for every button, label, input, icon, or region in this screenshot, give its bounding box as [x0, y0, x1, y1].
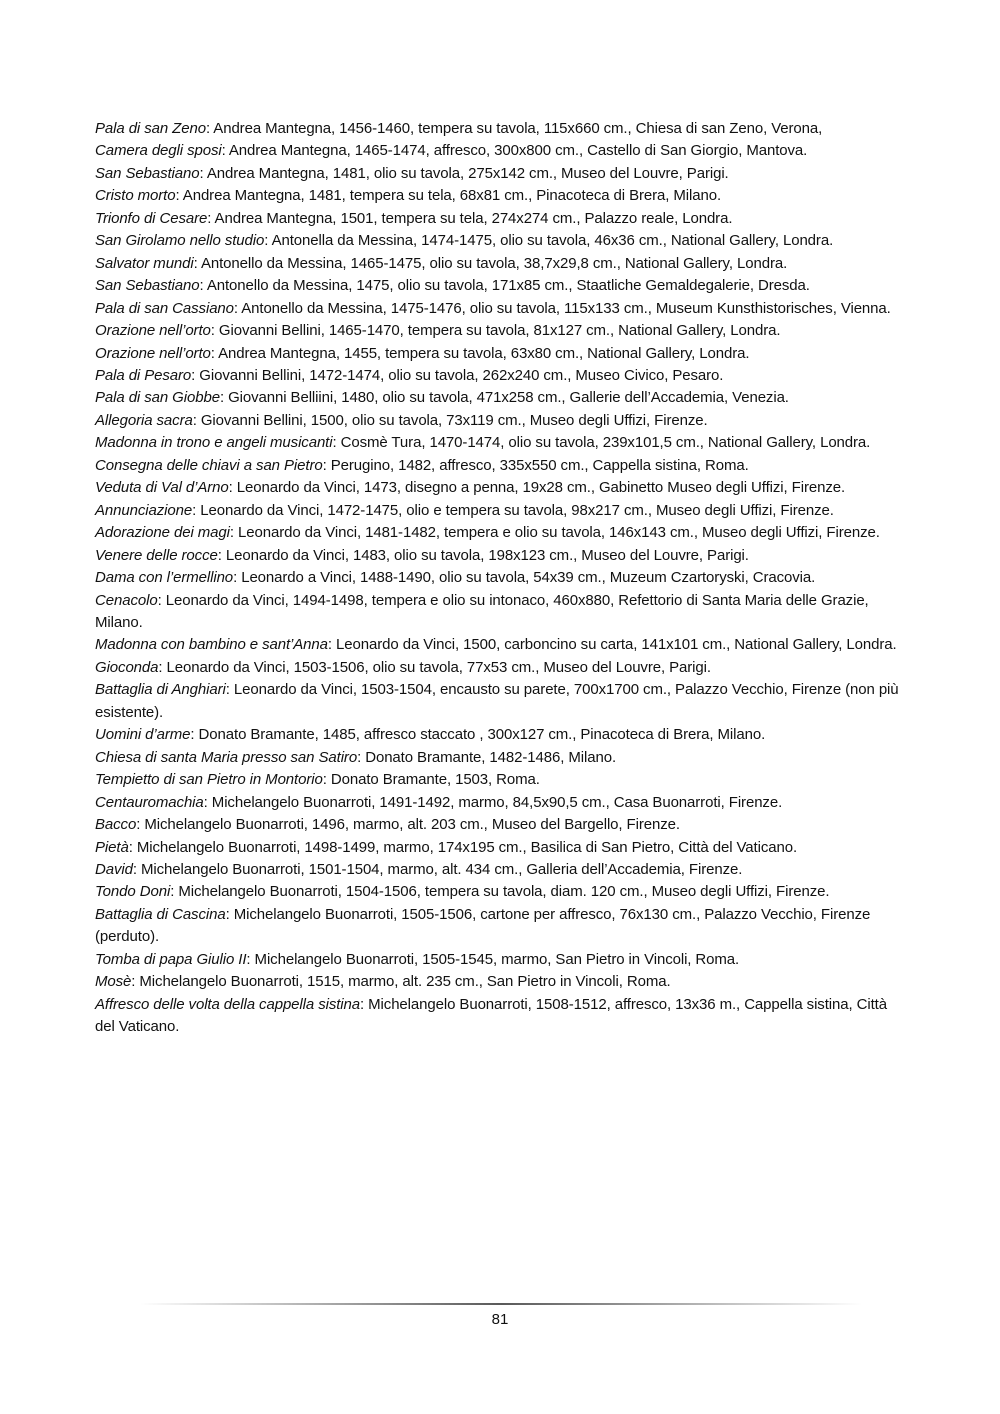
artwork-title: Battaglia di Anghiari [95, 681, 226, 699]
artwork-details: : Perugino, 1482, affresco, 335x550 cm., Cappella sistina, Roma. [322, 456, 749, 474]
artwork-title: Gioconda [95, 658, 159, 676]
artwork-entry [95, 185, 910, 207]
artwork-details: : Giovanni Bellini, 1500, olio su tavola, 73x119 cm., Museo degli Uffizi, Firenze. [192, 411, 708, 429]
artwork-details: : Leonardo da Vinci, 1483, olio su tavola, 198x123 cm., Museo del Louvre, Parigi. [217, 546, 749, 564]
artwork-title: Consegna delle chiavi a san Pietro [95, 456, 323, 474]
artwork-entry [95, 994, 910, 1039]
artwork-details: : Giovanni Belliini, 1480, olio su tavola, 471x258 cm., Gallerie dell’Accademia, Venezia. [219, 389, 789, 407]
artwork-title: Cenacolo [95, 591, 158, 609]
artwork-details: : Michelangelo Buonarroti, 1491-1492, marmo, 84,5x90,5 cm., Casa Buonarroti, Firenze. [203, 793, 783, 811]
artwork-title: Cristo morto [95, 187, 176, 205]
artwork-entry [95, 432, 910, 454]
artwork-details: : Donato Bramante, 1485, affresco staccato , 300x127 cm., Pinacoteca di Brera, Milano. [190, 726, 766, 744]
artwork-entry [95, 455, 910, 477]
artwork-entry [95, 881, 910, 903]
artwork-details: : Leonardo da Vinci, 1472-1475, olio e tempera su tavola, 98x217 cm., Museo degli Uffizi, Firenze. [192, 501, 834, 519]
artwork-title: Salvator mundi [95, 254, 194, 272]
artwork-title: Bacco [95, 816, 137, 834]
artwork-details: : Leonardo a Vinci, 1488-1490, olio su tavola, 54x39 cm., Muzeum Czartoryski, Cracovia. [233, 569, 816, 587]
artwork-details: : Antonella da Messina, 1474-1475, olio su tavola, 46x36 cm., National Gallery, Londra. [264, 232, 834, 250]
artwork-entry [95, 747, 910, 769]
page-number: 81 [491, 1311, 509, 1328]
artwork-title: Venere delle rocce [95, 546, 218, 564]
artwork-title: Tomba di papa Giulio II [95, 950, 247, 968]
artwork-details: : Michelangelo Buonarroti, 1505-1545, marmo, San Pietro in Vincoli, Roma. [246, 950, 740, 968]
artwork-title: David [95, 860, 133, 878]
artwork-details: : Leonardo da Vinci, 1494-1498, tempera e olio su intonaco, 460x880, Refettorio di Santa Maria delle Grazie, Milano. [95, 591, 869, 631]
artwork-entry [95, 949, 910, 971]
artwork-entry [95, 320, 910, 342]
artwork-entry [95, 275, 910, 297]
artwork-entry [95, 545, 910, 567]
artwork-entry [95, 477, 910, 499]
artwork-details: : Michelangelo Buonarroti, 1515, marmo, alt. 235 cm., San Pietro in Vincoli, Roma. [131, 973, 671, 991]
artwork-details: : Michelangelo Buonarroti, 1498-1499, marmo, 174x195 cm., Basilica di San Pietro, Città del Vaticano. [128, 838, 798, 856]
artwork-title: Pala di san Zeno [95, 120, 206, 137]
artwork-title: Tondo Doni [95, 883, 171, 901]
artwork-title: Adorazione dei magi [95, 524, 230, 542]
artwork-entry [95, 814, 910, 836]
artwork-details: : Antonello da Messina, 1475-1476, olio su tavola, 115x133 cm., Museum Kunsthistorisches, Vienna. [233, 299, 891, 317]
artwork-title: Annunciazione [95, 501, 193, 519]
artwork-entry [95, 904, 910, 949]
artwork-entry [95, 365, 910, 387]
artwork-entry [95, 971, 910, 993]
artwork-entry [95, 140, 910, 162]
artwork-title: Orazione nell’orto [95, 322, 211, 340]
artwork-details: : Andrea Mantegna, 1501, tempera su tela, 274x274 cm., Palazzo reale, Londra. [207, 209, 733, 227]
artwork-entry [95, 634, 910, 656]
artwork-details: : Leonardo da Vinci, 1473, disegno a penna, 19x28 cm., Gabinetto Museo degli Uffizi, Firenze. [228, 479, 846, 497]
artwork-details: : Michelangelo Buonarroti, 1501-1504, marmo, alt. 434 cm., Galleria dell’Accademia, Firenze. [132, 860, 743, 878]
artwork-title: Allegoria sacra [95, 411, 193, 429]
artwork-details: : Cosmè Tura, 1470-1474, olio su tavola, 239x101,5 cm., National Gallery, Londra. [332, 434, 871, 452]
artwork-details: : Andrea Mantegna, 1481, tempera su tela, 68x81 cm., Pinacoteca di Brera, Milano. [175, 187, 722, 205]
artwork-entry [95, 387, 910, 409]
artwork-entry [95, 590, 910, 635]
artwork-details: : Michelangelo Buonarroti, 1504-1506, tempera su tavola, diam. 120 cm., Museo degli Uffizi, Firenze. [170, 883, 830, 901]
artwork-entry [95, 500, 910, 522]
artwork-entry [95, 837, 910, 859]
artwork-details: : Andrea Mantegna, 1465-1474, affresco, 300x800 cm., Castello di San Giorgio, Mantova. [221, 142, 808, 160]
artwork-details: : Andrea Mantegna, 1455, tempera su tavola, 63x80 cm., National Gallery, Londra. [210, 344, 750, 362]
artwork-title: Pala di san Cassiano [95, 299, 234, 317]
artwork-entry [95, 410, 910, 432]
artwork-details: : Michelangelo Buonarroti, 1505-1506, cartone per affresco, 76x130 cm., Palazzo Vecchio, Firenze (perduto). [95, 905, 871, 946]
artwork-title: Dama con l’ermellino [95, 569, 234, 587]
artwork-details: : Leonardo da Vinci, 1503-1506, olio su tavola, 77x53 cm., Museo del Louvre, Parigi. [158, 658, 711, 676]
artwork-title: Pala di Pesaro [95, 366, 192, 384]
artwork-title: Chiesa di santa Maria presso san Satiro [95, 748, 358, 766]
artwork-entry [95, 522, 910, 544]
artwork-entry [95, 679, 910, 724]
artwork-details: : Leonardo da Vinci, 1503-1504, encausto su parete, 700x1700 cm., Palazzo Vecchio, Firenze (non più esistente). [95, 681, 899, 721]
artwork-entry [95, 230, 910, 252]
artwork-entry [95, 253, 910, 275]
artwork-title: Pietà [95, 838, 129, 856]
artwork-title: Veduta di Val d’Arno [95, 479, 229, 497]
artwork-entry [95, 163, 910, 185]
artwork-details: : Andrea Mantegna, 1456-1460, tempera su tavola, 115x660 cm., Chiesa di san Zeno, Verona, [205, 120, 823, 137]
artwork-details: : Michelangelo Buonarroti, 1508-1512, affresco, 13x36 m., Cappella sistina, Città del Vaticano. [95, 995, 887, 1036]
artwork-details: : Giovanni Bellini, 1465-1470, tempera su tavola, 81x127 cm., National Gallery, Londra. [210, 322, 781, 340]
artwork-list [95, 118, 910, 1039]
artwork-entry [95, 118, 910, 140]
artwork-details: : Antonello da Messina, 1465-1475, olio su tavola, 38,7x29,8 cm., National Gallery, Londra. [193, 254, 788, 272]
artwork-title: Camera degli sposi [95, 142, 222, 160]
artwork-title: San Sebastiano [95, 277, 200, 295]
artwork-entry [95, 208, 910, 230]
footer-divider [140, 1303, 862, 1305]
artwork-title: Trionfo di Cesare [95, 209, 208, 227]
artwork-details: : Antonello da Messina, 1475, olio su tavola, 171x85 cm., Staatliche Gemaldegalerie, Dresda. [199, 277, 810, 295]
artwork-details: : Donato Bramante, 1503, Roma. [322, 771, 540, 789]
artwork-details: : Andrea Mantegna, 1481, olio su tavola, 275x142 cm., Museo del Louvre, Parigi. [199, 164, 729, 182]
artwork-details: : Leonardo da Vinci, 1500, carboncino su carta, 141x101 cm., National Gallery, Londra. [327, 636, 897, 654]
artwork-title: Battaglia di Cascina [95, 905, 226, 923]
artwork-title: Affresco delle volta della cappella sistina [95, 995, 361, 1013]
artwork-title: Tempietto di san Pietro in Montorio [95, 771, 323, 789]
artwork-entry [95, 298, 910, 320]
artwork-details: : Donato Bramante, 1482-1486, Milano. [357, 748, 617, 766]
artwork-title: Centauromachia [95, 793, 204, 811]
artwork-entry [95, 859, 910, 881]
artwork-entry [95, 343, 910, 365]
artwork-title: San Girolamo nello studio [95, 232, 265, 250]
artwork-entry [95, 657, 910, 679]
artwork-title: Uomini d’arme [95, 726, 191, 744]
artwork-title: Pala di san Giobbe [95, 389, 220, 407]
artwork-entry [95, 567, 910, 589]
artwork-details: : Michelangelo Buonarroti, 1496, marmo, alt. 203 cm., Museo del Bargello, Firenze. [136, 816, 680, 834]
artwork-details: : Giovanni Bellini, 1472-1474, olio su tavola, 262x240 cm., Museo Civico, Pesaro. [191, 366, 724, 384]
artwork-entry [95, 769, 910, 791]
artwork-title: Mosè [95, 973, 132, 991]
artwork-entry [95, 724, 910, 746]
artwork-entry [95, 792, 910, 814]
artwork-title: Orazione nell’orto [95, 344, 211, 362]
artwork-details: : Leonardo da Vinci, 1481-1482, tempera e olio su tavola, 146x143 cm., Museo degli Uffizi, Firenze. [229, 524, 880, 542]
artwork-title: Madonna con bambino e sant’Anna [95, 636, 328, 654]
artwork-title: Madonna in trono e angeli musicanti [95, 434, 333, 452]
artwork-title: San Sebastiano [95, 164, 200, 182]
